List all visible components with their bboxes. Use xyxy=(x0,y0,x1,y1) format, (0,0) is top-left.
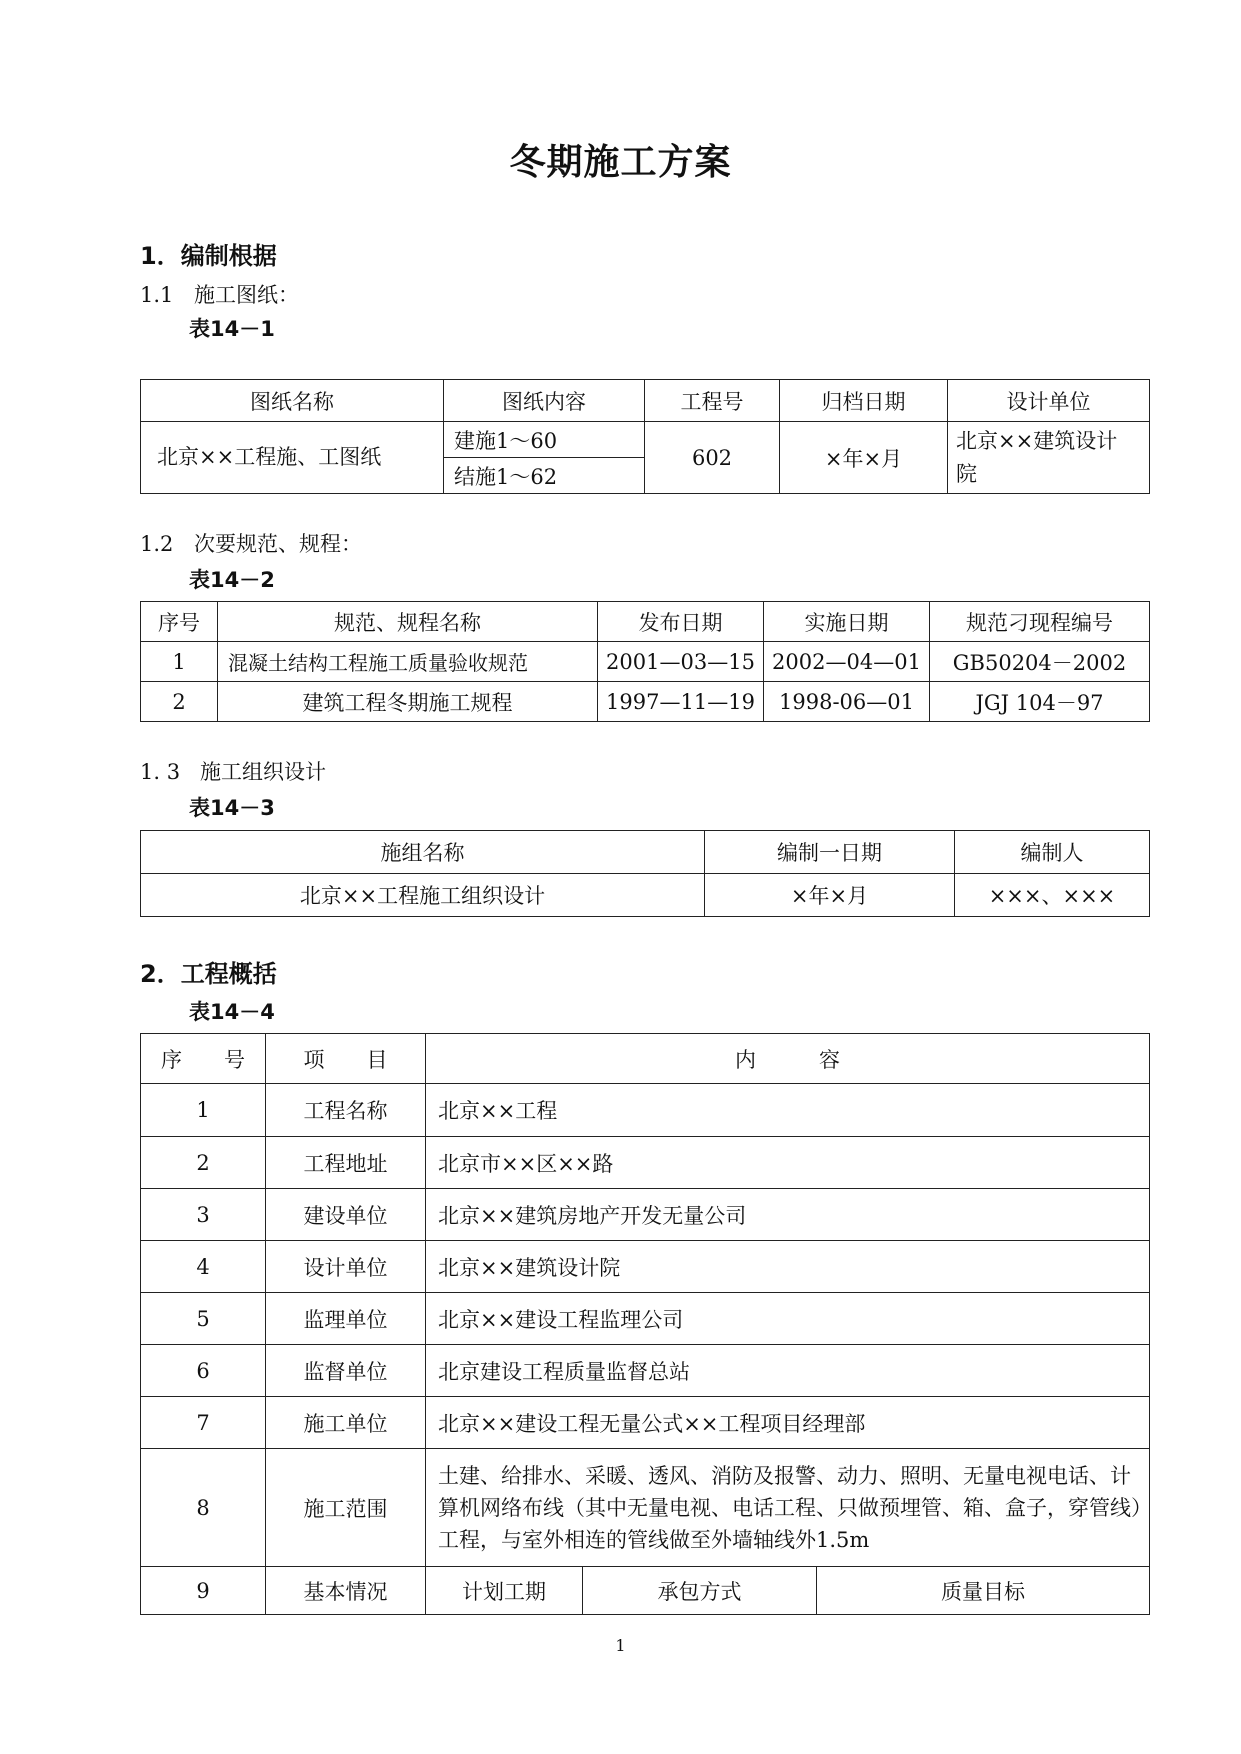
table-1 xyxy=(140,379,1150,494)
table-cell: 北京××建筑房地产开发无量公司 xyxy=(426,1189,1150,1241)
table-2-caption: 表14－2 xyxy=(189,568,275,592)
table-header-cell: 内 容 xyxy=(426,1034,1150,1084)
table-cell: 建筑工程冬期施工规程 xyxy=(218,682,598,722)
table-row xyxy=(141,1189,1150,1241)
table-header-cell: 设计单位 xyxy=(948,380,1150,422)
table-header-cell: 工程号 xyxy=(645,380,780,422)
table-3-caption: 表14－3 xyxy=(189,796,275,820)
subsection-1-3 xyxy=(140,756,326,786)
table-1-caption: 表14－1 xyxy=(189,317,275,341)
table-header-cell: 归档日期 xyxy=(780,380,948,422)
table-cell: 工程地址 xyxy=(266,1137,426,1189)
table-cell: 2 xyxy=(141,682,218,722)
table-row xyxy=(141,422,1150,458)
table-cell: 1 xyxy=(141,642,218,682)
table-cell: 施工单位 xyxy=(266,1397,426,1449)
table-row xyxy=(141,1137,1150,1189)
table-header-cell: 规范、规程名称 xyxy=(218,602,598,642)
table-cell: ×××、××× xyxy=(955,874,1150,917)
design-unit-cell: 北京××建筑设计院 xyxy=(948,422,1150,494)
table-2-header-row xyxy=(141,602,1150,642)
table-cell: 2 xyxy=(141,1137,266,1189)
table-header-cell: 项 目 xyxy=(266,1034,426,1084)
table-header-cell: 发布日期 xyxy=(598,602,764,642)
table-row xyxy=(141,682,1150,722)
page-number: 1 xyxy=(615,1636,626,1655)
table-cell: 混凝土结构工程施工质量验收规范 xyxy=(218,642,598,682)
table-cell: 8 xyxy=(141,1449,266,1567)
drawing-name-cell: 北京××工程施、工图纸 xyxy=(141,422,444,494)
table-cell: 2001—03—15 xyxy=(598,642,764,682)
subsection-1-1 xyxy=(140,279,299,309)
table-cell: GB50204－2002 xyxy=(930,642,1150,682)
table-header-cell: 编制人 xyxy=(955,831,1150,874)
table-cell: 1 xyxy=(141,1084,266,1137)
subsection-1-2 xyxy=(140,528,362,558)
table-cell: 1997—11—19 xyxy=(598,682,764,722)
table-cell: 9 xyxy=(141,1567,266,1615)
table-cell: ×年×月 xyxy=(705,874,955,917)
table-header-cell: 图纸名称 xyxy=(141,380,444,422)
table-header-cell: 编制一日期 xyxy=(705,831,955,874)
table-4 xyxy=(140,1033,1150,1615)
table-3 xyxy=(140,830,1150,917)
table-cell: 北京建设工程质量监督总站 xyxy=(426,1345,1150,1397)
table-row xyxy=(141,1567,1150,1615)
subsection-label: 施工图纸： xyxy=(194,283,299,307)
table-cell: 质量目标 xyxy=(817,1567,1150,1615)
table-cell: JGJ 104－97 xyxy=(930,682,1150,722)
table-header-cell: 规范刁现程编号 xyxy=(930,602,1150,642)
table-cell: 1998-06—01 xyxy=(764,682,930,722)
table-row xyxy=(141,1345,1150,1397)
project-number-cell: 602 xyxy=(645,422,780,494)
table-cell: 施工范围 xyxy=(266,1449,426,1567)
subsection-number: 1.2 xyxy=(140,532,174,556)
table-cell: 计划工期 xyxy=(426,1567,583,1615)
archive-date-cell: ×年×月 xyxy=(780,422,948,494)
subsection-label: 次要规范、规程： xyxy=(194,532,362,556)
table-header-cell: 序号 xyxy=(141,602,218,642)
subsection-label: 施工组织设计 xyxy=(200,760,326,784)
table-header-cell: 序 号 xyxy=(141,1034,266,1084)
table-cell: 3 xyxy=(141,1189,266,1241)
table-cell: 北京××建设工程无量公式××工程项目经理部 xyxy=(426,1397,1150,1449)
table-row xyxy=(141,1293,1150,1345)
table-cell: 北京××工程施工组织设计 xyxy=(141,874,705,917)
table-2 xyxy=(140,601,1150,722)
construction-scope-cell: 土建、给排水、采暖、透风、消防及报警、动力、照明、无量电视电话、计算机网络布线（其中无量电视、电话工程、只做预埋管、箱、盒子，穿管线）工程，与室外相连的管线做至外墙轴线外1.5m xyxy=(426,1449,1150,1567)
table-row xyxy=(141,874,1150,917)
subsection-number: 1.1 xyxy=(140,283,174,307)
drawing-content-cell: 结施1～62 xyxy=(444,458,645,494)
table-3-header-row xyxy=(141,831,1150,874)
table-4-header-row xyxy=(141,1034,1150,1084)
subsection-number: 1. 3 xyxy=(140,760,181,784)
table-cell: 4 xyxy=(141,1241,266,1293)
table-cell: 监督单位 xyxy=(266,1345,426,1397)
table-cell: 5 xyxy=(141,1293,266,1345)
section-1-heading: 1．编制根据 xyxy=(140,242,277,270)
table-row xyxy=(141,1397,1150,1449)
table-cell: 北京××建筑设计院 xyxy=(426,1241,1150,1293)
table-header-cell: 实施日期 xyxy=(764,602,930,642)
table-1-header-row xyxy=(141,380,1150,422)
table-cell: 设计单位 xyxy=(266,1241,426,1293)
table-cell: 2002—04—01 xyxy=(764,642,930,682)
table-cell: 7 xyxy=(141,1397,266,1449)
table-cell: 工程名称 xyxy=(266,1084,426,1137)
table-cell: 监理单位 xyxy=(266,1293,426,1345)
section-2-heading: 2．工程概括 xyxy=(140,960,277,988)
table-cell: 北京××工程 xyxy=(426,1084,1150,1137)
table-cell: 北京市××区××路 xyxy=(426,1137,1150,1189)
table-cell: 承包方式 xyxy=(583,1567,817,1615)
table-row xyxy=(141,642,1150,682)
table-header-cell: 施组名称 xyxy=(141,831,705,874)
page-title: 冬期施工方案 xyxy=(509,142,732,183)
table-cell: 基本情况 xyxy=(266,1567,426,1615)
table-cell: 建设单位 xyxy=(266,1189,426,1241)
table-header-cell: 图纸内容 xyxy=(444,380,645,422)
table-row xyxy=(141,1449,1150,1567)
table-4-caption: 表14－4 xyxy=(189,1000,275,1024)
table-row xyxy=(141,1241,1150,1293)
table-row xyxy=(141,1084,1150,1137)
drawing-content-cell: 建施1～60 xyxy=(444,422,645,458)
table-cell: 北京××建设工程监理公司 xyxy=(426,1293,1150,1345)
table-cell: 6 xyxy=(141,1345,266,1397)
